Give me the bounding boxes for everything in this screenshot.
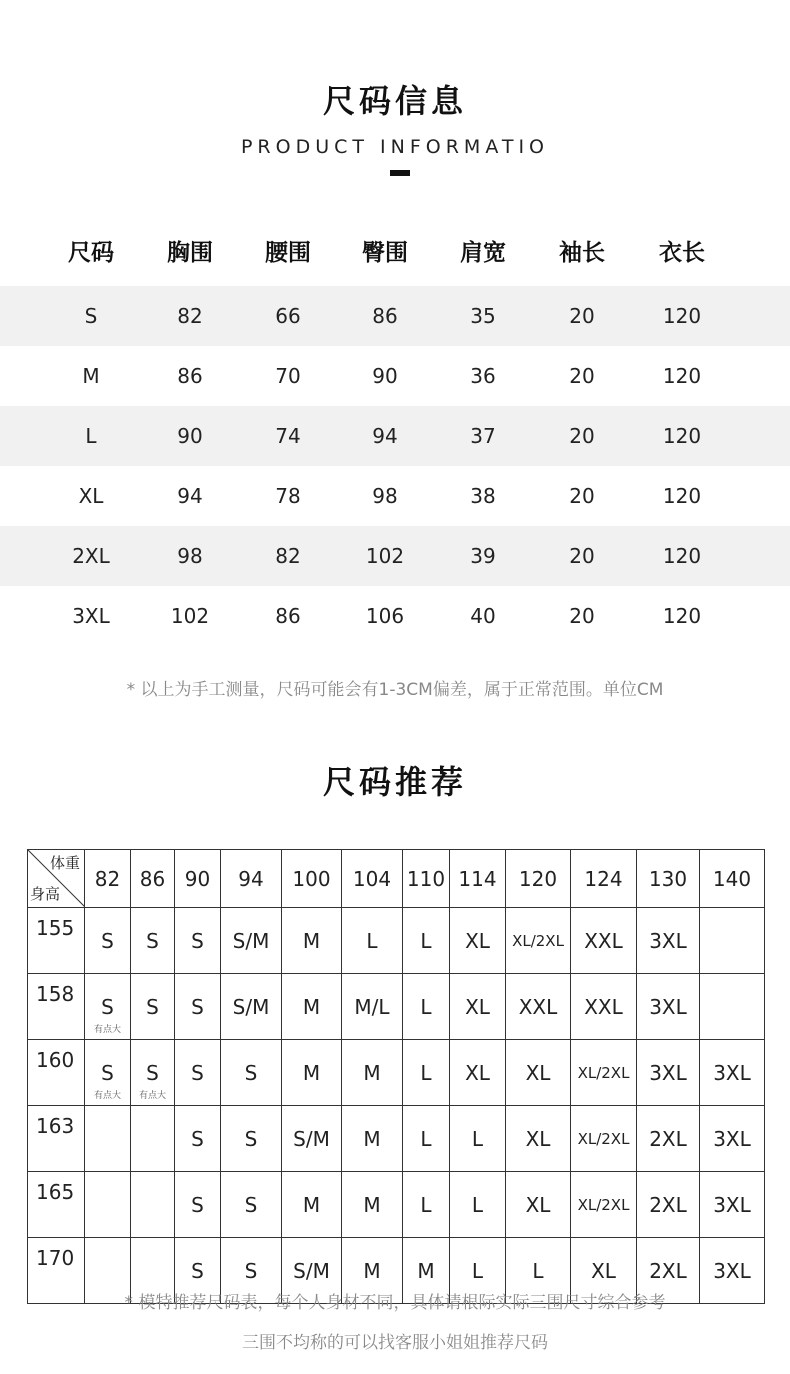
size-info-cell: 38 (470, 484, 496, 508)
size-info-cell: 39 (470, 544, 496, 568)
size-recommend-table (27, 849, 765, 1304)
size-info-cell: 36 (470, 364, 496, 388)
recommend-size-cell (450, 974, 506, 1040)
recommend-size-cell (700, 1040, 765, 1106)
recommend-size-value: S (146, 928, 159, 953)
size-info-cell: 20 (569, 304, 595, 328)
recommend-size-cell (131, 1040, 175, 1106)
recommend-size-value: S (244, 1192, 258, 1217)
recommend-size-value: S (191, 1192, 204, 1217)
recommend-size-cell (450, 1040, 506, 1106)
recommend-size-value: L (420, 1060, 432, 1085)
recommend-size-value: S (244, 1060, 258, 1085)
recommend-size-cell (506, 908, 571, 974)
recommend-size-cell (221, 1106, 282, 1172)
size-info-cell: 70 (275, 364, 301, 388)
recommend-size-value: S (146, 994, 159, 1019)
recommend-size-value: L (420, 994, 432, 1019)
recommend-size-cell (221, 1172, 282, 1238)
size-info-header-cell: 肩宽 (460, 239, 506, 266)
recommend-size-cell (282, 1040, 342, 1106)
size-info-cell: 120 (662, 304, 702, 328)
recommend-size-cell (403, 908, 450, 974)
recommend-size-value: XL (525, 1192, 551, 1217)
recommend-size-cell (637, 908, 700, 974)
measurement-note: * 以上为手工测量，尺码可能会有1-3CM偏差，属于正常范围。单位CM (126, 680, 664, 700)
recommend-row (28, 974, 765, 1040)
weight-header-cell: 140 (700, 850, 765, 908)
recommend-size-value: 3XL (649, 994, 687, 1019)
recommend-size-cell (175, 1040, 221, 1106)
size-info-cell: 20 (569, 484, 595, 508)
weight-header-cell: 120 (506, 850, 571, 908)
size-info-cell: 86 (177, 364, 203, 388)
recommend-size-value: M (363, 1258, 381, 1283)
recommend-size-value: M (363, 1192, 381, 1217)
recommend-size-cell (85, 1106, 131, 1172)
recommend-size-cell (342, 908, 403, 974)
recommend-row (28, 1106, 765, 1172)
recommend-note: * 模特推荐尺码表，每个人身材不同，具体请根际实际三围尺寸综合参考 (124, 1293, 666, 1313)
recommend-size-cell (450, 1172, 506, 1238)
recommend-size-cell (637, 1106, 700, 1172)
recommend-size-value: M (363, 1126, 381, 1151)
recommend-size-value: S (146, 1060, 159, 1085)
recommend-size-value: 2XL (649, 1192, 687, 1217)
recommend-size-value: S (101, 928, 114, 953)
weight-header-cell: 104 (342, 850, 403, 908)
recommend-size-value: M (363, 1060, 381, 1085)
recommend-size-value: 2XL (649, 1258, 687, 1283)
recommend-size-value: XL/2XL (577, 1063, 630, 1082)
recommend-size-value: XL (465, 928, 490, 953)
size-info-header-cell: 腰围 (265, 239, 311, 266)
size-info-cell: 90 (177, 424, 203, 448)
recommend-size-value: S (101, 1060, 114, 1085)
height-header-cell: 170 (28, 1238, 85, 1304)
recommend-size-cell (342, 974, 403, 1040)
recommend-size-value: XXL (518, 994, 558, 1019)
size-info-cell: 86 (372, 304, 398, 328)
size-info-cell: 20 (569, 364, 595, 388)
recommend-size-cell (403, 1106, 450, 1172)
recommend-size-value: S (191, 994, 204, 1019)
weight-header-cell: 110 (403, 850, 450, 908)
recommend-size-value: XL/2XL (577, 1195, 630, 1214)
size-info-cell: 66 (275, 304, 301, 328)
size-info-cell: 40 (470, 604, 496, 628)
recommend-size-cell (506, 1172, 571, 1238)
recommend-row (28, 1172, 765, 1238)
recommend-size-value: S/M (293, 1258, 330, 1283)
recommend-size-value: L (471, 1192, 484, 1217)
title-divider (390, 170, 410, 176)
recommend-size-value: L (420, 1192, 432, 1217)
size-info-cell: 20 (569, 544, 595, 568)
recommend-size-value: M (302, 928, 321, 953)
recommend-size-value: S (244, 1258, 258, 1283)
size-info-header-cell: 衣长 (659, 239, 705, 266)
recommend-size-value: M (417, 1258, 435, 1283)
size-tag-note: 有点大 (138, 1091, 166, 1101)
recommend-size-cell (221, 974, 282, 1040)
size-info-cell: 86 (275, 604, 301, 628)
recommend-size-cell (637, 1040, 700, 1106)
size-info-table (0, 220, 790, 646)
recommend-size-cell (342, 1172, 403, 1238)
size-info-header-cell: 袖长 (559, 239, 605, 266)
recommend-size-cell (85, 974, 131, 1040)
recommend-size-cell (175, 974, 221, 1040)
recommend-size-cell (450, 908, 506, 974)
size-info-cell: 98 (177, 544, 203, 568)
size-info-cell: 106 (365, 604, 405, 628)
size-info-cell: 20 (569, 424, 595, 448)
recommend-size-value: XL (465, 994, 490, 1019)
size-info-cell: S (84, 304, 98, 328)
size-info-cell: 82 (177, 304, 203, 328)
recommend-size-cell (700, 974, 765, 1040)
size-info-cell: 82 (275, 544, 301, 568)
recommend-size-value: XL/2XL (577, 1129, 630, 1148)
size-info-title: 尺码信息 (322, 82, 467, 120)
height-header-cell: 158 (28, 974, 85, 1040)
size-info-cell: 20 (569, 604, 595, 628)
recommend-size-cell (506, 1040, 571, 1106)
recommend-size-value: M (302, 1060, 321, 1085)
corner-cell (28, 850, 85, 908)
recommend-size-cell (131, 1106, 175, 1172)
size-info-cell: 90 (372, 364, 398, 388)
size-info-cell: L (85, 424, 97, 448)
height-header-cell: 160 (28, 1040, 85, 1106)
size-recommend-title: 尺码推荐 (322, 763, 467, 801)
size-info-cell: XL (78, 484, 104, 508)
corner-height-label: 身高 (30, 885, 61, 903)
weight-header-cell: 100 (282, 850, 342, 908)
size-info-row (0, 406, 790, 466)
recommend-size-cell (571, 1040, 637, 1106)
recommend-size-value: XXL (584, 994, 623, 1019)
size-info-cell: 94 (372, 424, 398, 448)
recommend-size-cell (403, 974, 450, 1040)
size-info-subtitle: PRODUCT INFORMATIO (240, 136, 550, 158)
size-info-row (0, 286, 790, 346)
recommend-size-value: L (471, 1258, 484, 1283)
recommend-size-cell (403, 1040, 450, 1106)
recommend-size-value: L (420, 928, 432, 953)
recommend-row (28, 908, 765, 974)
recommend-size-cell (700, 1106, 765, 1172)
recommend-size-value: XXL (584, 928, 623, 953)
recommend-row (28, 1040, 765, 1106)
recommend-size-value: S (191, 928, 204, 953)
recommend-size-cell (342, 1106, 403, 1172)
size-info-cell: 102 (365, 544, 405, 568)
recommend-size-value: XL (525, 1126, 551, 1151)
size-info-cell: 74 (275, 424, 301, 448)
size-info-cell: M (82, 364, 100, 388)
size-info-cell: 102 (170, 604, 210, 628)
size-info-header-cell: 尺码 (68, 239, 114, 266)
weight-header-cell: 114 (450, 850, 506, 908)
recommend-size-cell (342, 1040, 403, 1106)
recommend-size-cell (85, 908, 131, 974)
recommend-size-value: M/L (354, 994, 390, 1019)
recommend-size-cell (571, 974, 637, 1040)
recommend-size-cell (221, 908, 282, 974)
recommend-size-cell (571, 908, 637, 974)
size-info-cell: 37 (470, 424, 496, 448)
recommend-size-value: S (191, 1060, 204, 1085)
corner-weight-label: 体重 (49, 854, 80, 872)
height-header-cell: 163 (28, 1106, 85, 1172)
recommend-service-note: 三围不均称的可以找客服小姐姐推荐尺码 (242, 1333, 548, 1353)
recommend-size-value: S (191, 1258, 204, 1283)
height-header-cell: 165 (28, 1172, 85, 1238)
recommend-size-value: XL/2XL (512, 931, 564, 950)
recommend-size-value: XL (525, 1060, 551, 1085)
recommend-size-value: S/M (232, 994, 270, 1019)
recommend-size-value: XL (591, 1258, 616, 1283)
size-info-header-row (0, 220, 790, 280)
size-tag-note: 有点大 (93, 1025, 121, 1035)
recommend-size-value: L (366, 928, 378, 953)
recommend-size-cell (221, 1040, 282, 1106)
recommend-size-cell (282, 1106, 342, 1172)
recommend-size-cell (282, 1172, 342, 1238)
recommend-size-cell (175, 1172, 221, 1238)
size-info-cell: 120 (662, 364, 702, 388)
size-info-cell: 35 (470, 304, 496, 328)
size-info-cell: 2XL (72, 544, 110, 568)
size-info-cell: 120 (662, 604, 702, 628)
recommend-size-cell (571, 1172, 637, 1238)
recommend-size-cell (637, 1172, 700, 1238)
weight-header-cell: 90 (175, 850, 221, 908)
recommend-size-value: 3XL (713, 1258, 751, 1283)
recommend-size-cell (403, 1172, 450, 1238)
recommend-size-cell (175, 908, 221, 974)
recommend-size-cell (131, 908, 175, 974)
size-info-cell: 98 (372, 484, 398, 508)
recommend-size-cell (506, 974, 571, 1040)
size-info-row (0, 526, 790, 586)
size-info-header-cell: 臀围 (362, 239, 408, 266)
recommend-size-cell (282, 908, 342, 974)
recommend-size-value: L (532, 1258, 544, 1283)
recommend-size-cell (131, 1172, 175, 1238)
recommend-size-cell (175, 1106, 221, 1172)
weight-header-cell: 94 (221, 850, 282, 908)
recommend-size-cell (131, 974, 175, 1040)
size-info-cell: 3XL (72, 604, 110, 628)
size-info-cell: 120 (662, 544, 702, 568)
size-info-cell: 94 (177, 484, 203, 508)
recommend-size-value: M (302, 994, 321, 1019)
recommend-size-value: 3XL (713, 1126, 751, 1151)
recommend-size-cell (506, 1106, 571, 1172)
recommend-size-value: L (471, 1126, 484, 1151)
recommend-size-cell (700, 908, 765, 974)
size-info-cell: 120 (662, 484, 702, 508)
recommend-size-cell (85, 1040, 131, 1106)
recommend-size-value: S (101, 994, 114, 1019)
recommend-size-cell (282, 974, 342, 1040)
recommend-size-value: M (302, 1192, 321, 1217)
recommend-size-value: 3XL (649, 1060, 687, 1085)
recommend-size-value: S/M (293, 1126, 330, 1151)
weight-header-cell: 82 (85, 850, 131, 908)
recommend-size-value: 3XL (649, 928, 687, 953)
recommend-size-value: 2XL (649, 1126, 687, 1151)
height-header-cell: 155 (28, 908, 85, 974)
recommend-size-value: S (191, 1126, 204, 1151)
size-info-cell: 78 (275, 484, 301, 508)
size-info-header-cell: 胸围 (167, 239, 213, 266)
recommend-size-value: 3XL (713, 1060, 751, 1085)
recommend-size-value: S/M (232, 928, 270, 953)
weight-header-cell: 130 (637, 850, 700, 908)
size-info-row (0, 466, 790, 526)
weight-header-cell: 86 (131, 850, 175, 908)
size-tag-note: 有点大 (93, 1091, 121, 1101)
recommend-size-value: XL (465, 1060, 490, 1085)
recommend-size-cell (700, 1172, 765, 1238)
recommend-size-cell (85, 1172, 131, 1238)
weight-header-cell: 124 (571, 850, 637, 908)
size-info-row (0, 586, 790, 646)
recommend-size-cell (450, 1106, 506, 1172)
recommend-size-cell (637, 974, 700, 1040)
recommend-header-row (28, 850, 765, 908)
recommend-size-cell (571, 1106, 637, 1172)
size-info-row (0, 346, 790, 406)
size-info-cell: 120 (662, 424, 702, 448)
recommend-size-value: L (420, 1126, 432, 1151)
recommend-size-value: 3XL (713, 1192, 751, 1217)
recommend-size-value: S (244, 1126, 258, 1151)
